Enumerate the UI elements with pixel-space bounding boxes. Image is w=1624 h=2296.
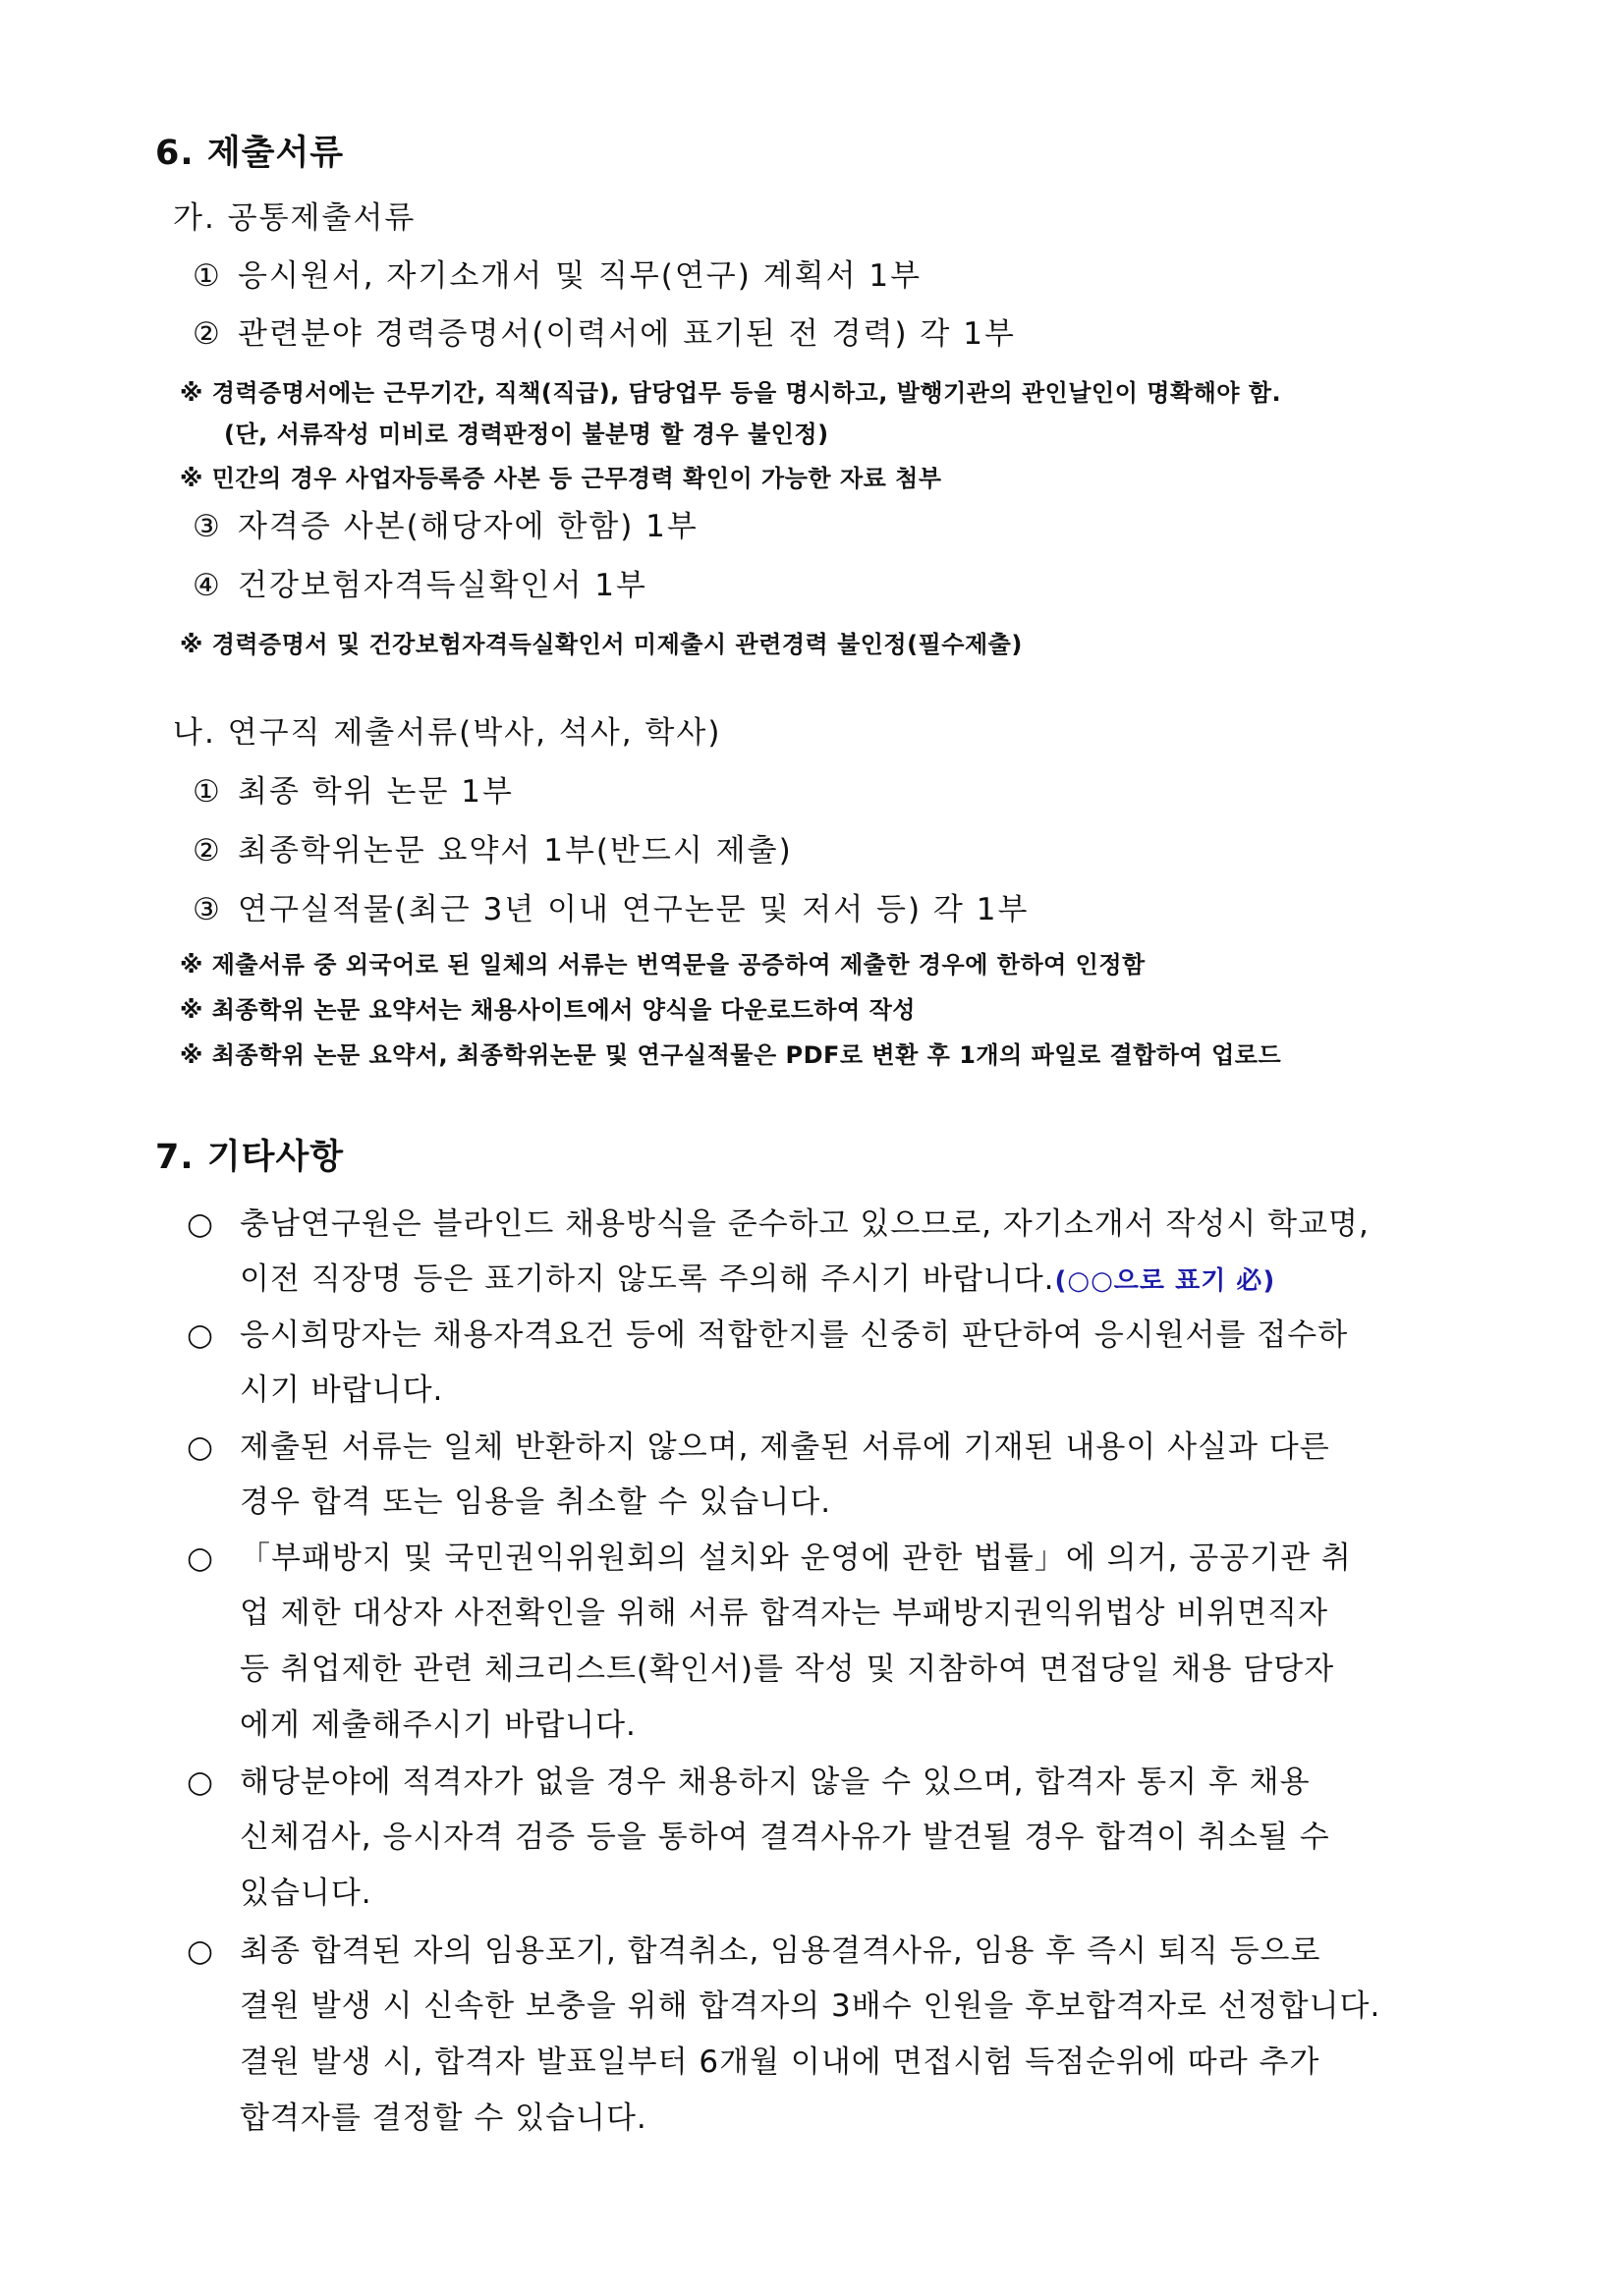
bullet-text: 등 취업제한 관련 체크리스트(확인서)를 작성 및 지참하여 면접당일 채용 담당자 (240, 1652, 1335, 1687)
note-foreign-docs: ※ 제출서류 중 외국어로 된 일체의 서류는 번역문을 공증하여 제출한 경우에 한하여 인정함 (180, 951, 1146, 979)
note-summary-form: ※ 최종학위 논문 요약서는 채용사이트에서 양식을 다운로드하여 작성 (180, 996, 916, 1024)
bullet-circle-icon: ○ (187, 1764, 215, 1800)
section-7-heading: 7. 기타사항 (155, 1138, 345, 1177)
emphasis-note: (○○으로 표기 必) (1054, 1266, 1276, 1296)
research-item-2 (193, 825, 793, 869)
note-pdf-upload: ※ 최종학위 논문 요약서, 최종학위논문 및 연구실적물은 PDF로 변환 후 1개의 파일로 결합하여 업로드 (180, 1041, 1282, 1069)
bullet-text: 응시희망자는 채용자격요건 등에 적합한지를 신중히 판단하여 응시원서를 접수하 (240, 1317, 1349, 1353)
bullet-text: 업 제한 대상자 사전확인을 위해 서류 합격자는 부패방지권익위법상 비위면직자 (240, 1596, 1329, 1631)
item-text: 최종학위논문 요약서 1부(반드시 제출) (238, 833, 793, 868)
bullet-text: 제출된 서류는 일체 반환하지 않으며, 제출된 서류에 기재된 내용이 사실과 다른 (240, 1429, 1330, 1465)
common-item-3 (193, 501, 699, 545)
bullet-text: 에게 제출해주시기 바랍니다. (240, 1708, 637, 1743)
item-number: ② (193, 833, 222, 868)
bullet-text: 합격자를 결정할 수 있습니다. (240, 2100, 647, 2136)
bullet-text: 충남연구원은 블라인드 채용방식을 준수하고 있으므로, 자기소개서 작성시 학교명, (240, 1206, 1370, 1242)
bullet-text: 신체검사, 응시자격 검증 등을 통하여 결격사유가 발견될 경우 합격이 취소될 수 (240, 1820, 1330, 1855)
bullet-text: 결원 발생 시, 합격자 발표일부터 6개월 이내에 면접시험 득점순위에 따라 추가 (240, 2044, 1320, 2080)
bullet-circle-icon: ○ (187, 1429, 215, 1465)
item-number: ① (193, 258, 222, 294)
bullet-circle-icon: ○ (187, 1317, 215, 1353)
item-number: ④ (193, 568, 222, 603)
item-text: 연구실적물(최근 3년 이내 연구논문 및 저서 등) 각 1부 (238, 892, 1030, 927)
item-number: ③ (193, 509, 222, 544)
bullet-text: 있습니다. (240, 1876, 372, 1911)
bullet-text: 최종 합격된 자의 임용포기, 합격취소, 임용결격사유, 임용 후 즉시 퇴직 등으로 (240, 1933, 1321, 1969)
bullet-text: 이전 직장명 등은 표기하지 않도록 주의해 주시기 바랍니다. (240, 1261, 1055, 1297)
item-text: 최종 학위 논문 1부 (238, 774, 514, 810)
bullet-text: 해당분야에 적격자가 없을 경우 채용하지 않을 수 있으며, 합격자 통지 후 채용 (240, 1764, 1311, 1800)
common-docs-title: 가. 공통제출서류 (173, 200, 417, 236)
bullet-text: 경우 합격 또는 임용을 취소할 수 있습니다. (240, 1484, 832, 1520)
note-private-sector: ※ 민간의 경우 사업자등록증 사본 등 근무경력 확인이 가능한 자료 첨부 (180, 465, 942, 492)
bullet-circle-icon: ○ (187, 1206, 215, 1242)
research-docs-title: 나. 연구직 제출서류(박사, 석사, 학사) (173, 715, 722, 751)
item-text: 건강보험자격득실확인서 1부 (238, 568, 647, 603)
common-item-2 (193, 308, 1016, 353)
note-required-docs: ※ 경력증명서 및 건강보험자격득실확인서 미제출시 관련경력 불인정(필수제출) (180, 631, 1023, 658)
bullet-text: 시기 바랍니다. (240, 1372, 444, 1408)
bullet-circle-icon: ○ (187, 1933, 215, 1969)
bullet-text: 「부패방지 및 국민권익위원회의 설치와 운영에 관한 법률」에 의거, 공공기관 취 (240, 1540, 1352, 1576)
research-item-3 (193, 884, 1029, 928)
item-text: 응시원서, 자기소개서 및 직무(연구) 계획서 1부 (238, 258, 923, 294)
note-career-cert: ※ 경력증명서에는 근무기간, 직책(직급), 담당업무 등을 명시하고, 발행기관의 관인날인이 명확해야 함. (180, 379, 1282, 407)
bullet-text: 결원 발생 시 신속한 보충을 위해 합격자의 3배수 인원을 후보합격자로 선정합니다. (240, 1988, 1381, 2024)
section-6-heading: 6. 제출서류 (155, 134, 345, 173)
item-number: ③ (193, 892, 222, 927)
research-item-1 (193, 766, 514, 811)
item-number: ① (193, 774, 222, 810)
bullet-circle-icon: ○ (187, 1540, 215, 1576)
item-text: 관련분야 경력증명서(이력서에 표기된 전 경력) 각 1부 (238, 316, 1016, 352)
common-item-4 (193, 560, 647, 604)
item-number: ② (193, 316, 222, 352)
item-text: 자격증 사본(해당자에 한함) 1부 (238, 509, 699, 544)
note-career-cert-cont: (단, 서류작성 미비로 경력판정이 불분명 할 경우 불인정) (224, 420, 829, 448)
common-item-1 (193, 251, 922, 295)
